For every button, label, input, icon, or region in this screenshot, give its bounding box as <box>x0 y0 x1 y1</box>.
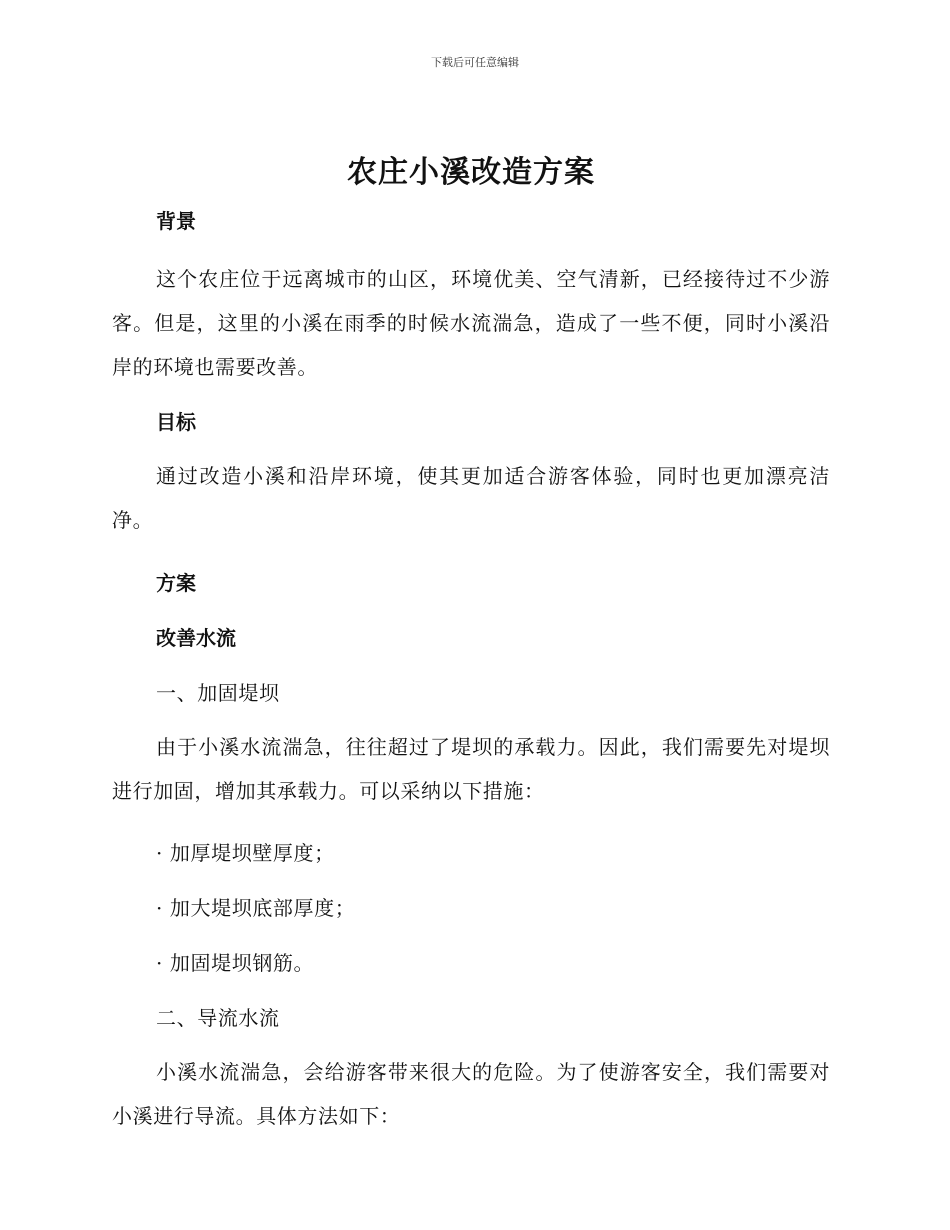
step1-paragraph: 由于小溪水流湍急，往往超过了堤坝的承载力。因此，我们需要先对堤坝进行加固，增加其承载力。可以采纳以下措施： <box>112 735 830 803</box>
step2-heading: 二、导流水流 <box>156 1006 280 1030</box>
page-header-note: 下载后可任意编辑 <box>431 56 519 69</box>
step2-paragraph: 小溪水流湍急，会给游客带来很大的危险。为了使游客安全，我们需要对小溪进行导流。具体方法如下： <box>112 1060 830 1128</box>
step1-bullet-2: · 加大堤坝底部厚度； <box>156 896 356 920</box>
background-heading: 背景 <box>156 209 196 233</box>
goal-heading: 目标 <box>156 410 196 434</box>
step1-bullet-1: · 加厚堤坝壁厚度； <box>156 841 335 865</box>
step1-bullet-3: · 加固堤坝钢筋。 <box>156 951 315 975</box>
background-paragraph: 这个农庄位于远离城市的山区，环境优美、空气清新，已经接待过不少游客。但是，这里的小溪在雨季的时候水流湍急，造成了一些不便，同时小溪沿岸的环境也需要改善。 <box>112 267 830 379</box>
improve-flow-heading: 改善水流 <box>156 626 236 650</box>
document-body <box>112 146 830 1138</box>
document-title: 农庄小溪改造方案 <box>347 155 595 190</box>
goal-paragraph: 通过改造小溪和沿岸环境，使其更加适合游客体验，同时也更加漂亮洁净。 <box>112 464 830 532</box>
step1-heading: 一、加固堤坝 <box>156 681 280 705</box>
plan-heading: 方案 <box>156 571 196 595</box>
